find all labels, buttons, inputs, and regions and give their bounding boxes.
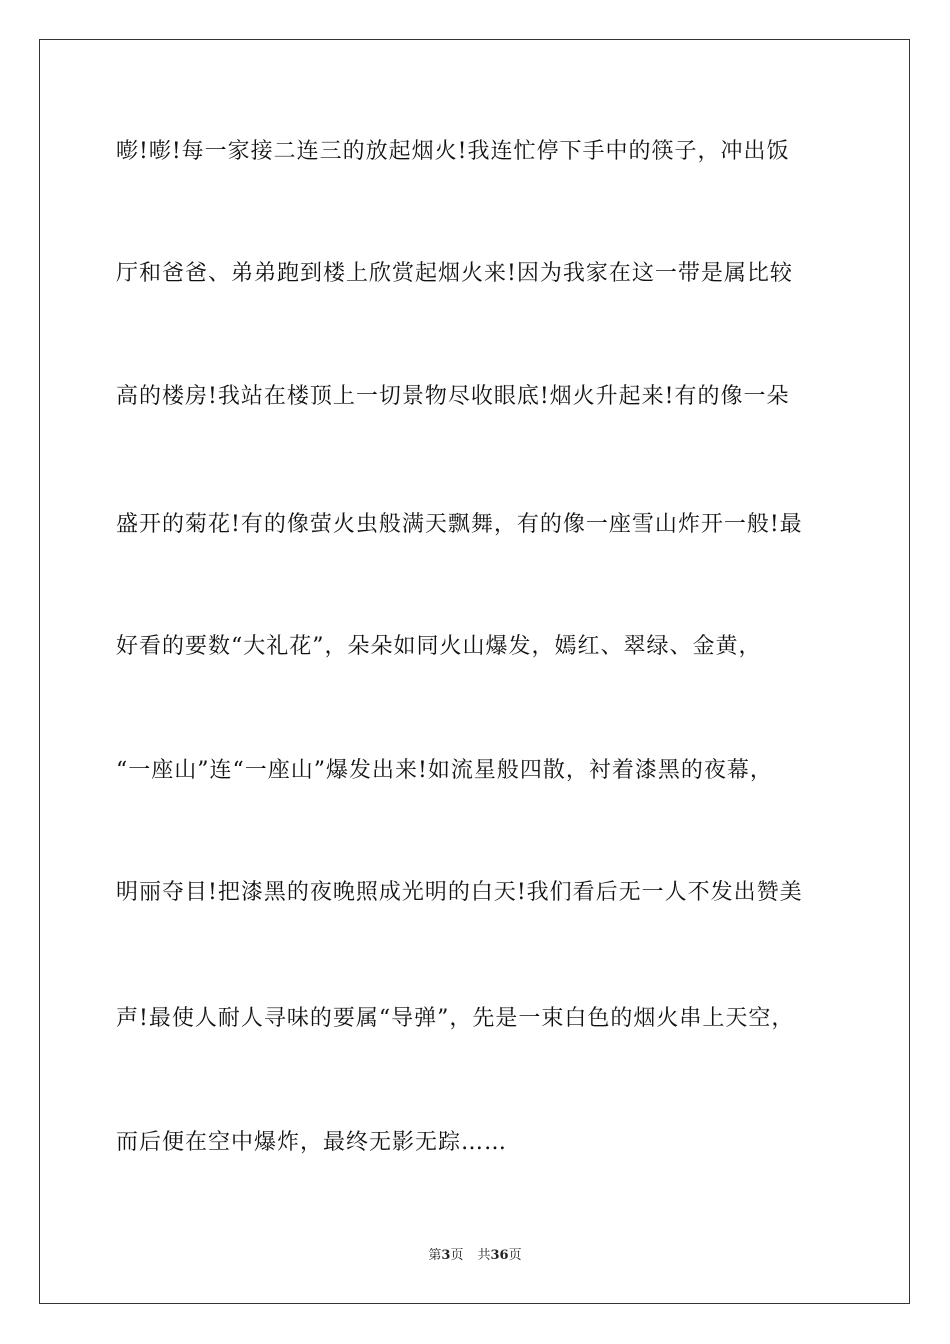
total-pages: 36 <box>490 1248 509 1263</box>
body-text-line: 高的楼房!我站在楼顶上一切景物尽收眼底!烟火升起来!有的像一朵 <box>116 384 790 409</box>
body-text-line: 而后便在空中爆炸，最终无影无踪…… <box>116 1130 508 1155</box>
body-text-line: 明丽夺目!把漆黑的夜晚照成光明的白天!我们看后无一人不发出赞美 <box>116 880 803 905</box>
body-text-line: 嘭!嘭!每一家接二连三的放起烟火!我连忙停下手中的筷子，冲出饭 <box>116 139 790 164</box>
total-suffix: 页 <box>508 1248 522 1263</box>
body-text-line: 声!最使人耐人寻味的要属“导弹”，先是一束白色的烟火串上天空， <box>116 1006 795 1031</box>
body-text-line: 好看的要数“大礼花”，朵朵如同火山爆发，嫣红、翠绿、金黄， <box>116 634 762 659</box>
body-text-line: 盛开的菊花!有的像萤火虫般满天飘舞，有的像一座雪山炸开一般!最 <box>116 512 803 537</box>
page-prefix: 第 <box>428 1248 442 1263</box>
page-border <box>39 39 910 1304</box>
body-text-line: “一座山”连“一座山”爆发出来!如流星般四散，衬着漆黑的夜幕， <box>116 758 773 783</box>
page-number: 3 <box>441 1248 451 1263</box>
page-footer <box>0 1247 950 1265</box>
page-suffix: 页 <box>450 1248 464 1263</box>
total-prefix: 共 <box>477 1248 491 1263</box>
body-text-line: 厅和爸爸、弟弟跑到楼上欣赏起烟火来!因为我家在这一带是属比较 <box>116 261 793 286</box>
